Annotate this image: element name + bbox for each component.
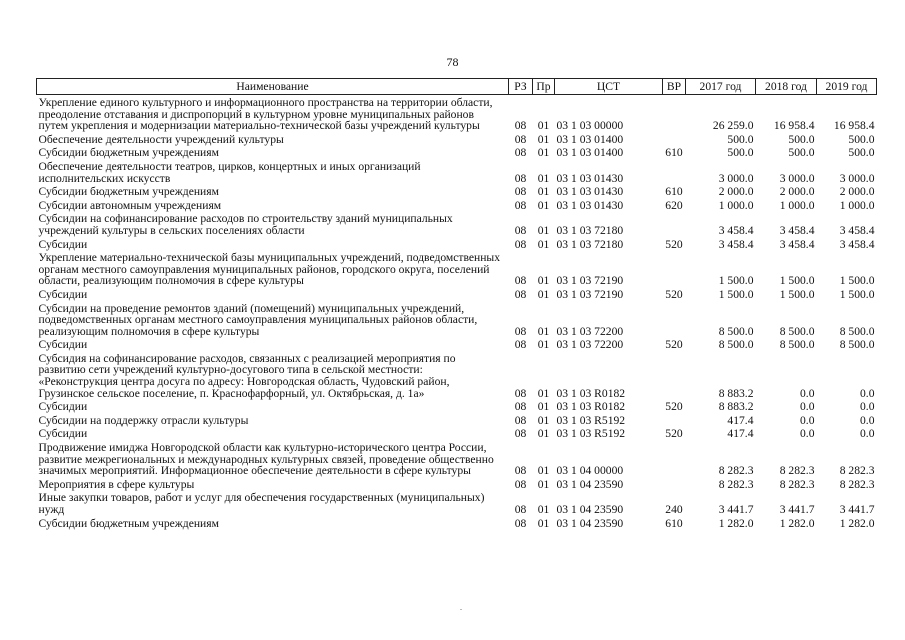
cell-2018: 1 000.0 <box>779 198 815 212</box>
cell-2019: 8 500.0 <box>839 338 875 352</box>
cell-2019: 500.0 <box>848 146 875 160</box>
table-row <box>37 159 877 184</box>
cell-name: Обеспечение деятельности театров, цирков, концертных и иных организаций исполнительских искусств <box>38 159 421 185</box>
cell-rz: 08 <box>514 503 527 516</box>
cell-2018: 0.0 <box>800 400 815 414</box>
cell-2019: 8 500.0 <box>839 324 875 338</box>
cell-cst: 03 1 03 72190 <box>556 287 624 301</box>
cell-pr: 01 <box>537 427 550 441</box>
cell-rz: 08 <box>514 324 527 338</box>
table-row <box>37 477 877 491</box>
header-2019: 2019 год <box>817 79 877 95</box>
cell-rz: 08 <box>514 516 527 530</box>
cell-vr <box>663 211 686 236</box>
cell-vr <box>663 413 686 427</box>
cell-rz: 08 <box>514 464 527 478</box>
cell-name: Обеспечение деятельности учреждений культуры <box>38 132 284 146</box>
cell-pr: 01 <box>537 386 550 400</box>
cell-rz: 08 <box>514 287 527 301</box>
header-vr: ВР <box>663 79 686 95</box>
cell-name: Субсидии на поддержку отрасли культуры <box>38 413 249 427</box>
cell-pr: 01 <box>537 198 550 212</box>
cell-2019: 3 458.4 <box>839 223 875 237</box>
cell-cst: 03 1 03 R5192 <box>556 427 626 441</box>
cell-name: Субсидии <box>38 338 88 352</box>
cell-2017: 3 458.4 <box>718 237 754 251</box>
cell-name: Мероприятия в сфере культуры <box>38 477 195 491</box>
cell-2018: 2 000.0 <box>779 185 815 199</box>
cell-2019: 2 000.0 <box>839 185 875 199</box>
cell-vr: 610 <box>665 146 683 160</box>
cell-rz: 08 <box>514 427 527 441</box>
cell-vr <box>663 250 686 287</box>
cell-vr: 620 <box>665 198 683 212</box>
table-row <box>37 351 877 399</box>
cell-name: Субсидии бюджетным учреждениям <box>38 146 219 160</box>
cell-pr: 01 <box>537 223 550 237</box>
cell-2019: 1 500.0 <box>839 287 875 301</box>
cell-name: Субсидии <box>38 237 88 251</box>
cell-pr: 01 <box>537 146 550 160</box>
cell-2017: 3 441.7 <box>718 503 754 516</box>
cell-2018: 8 282.3 <box>779 477 815 491</box>
table-row <box>37 301 877 338</box>
cell-cst: 03 1 04 23590 <box>556 516 624 530</box>
cell-vr <box>663 301 686 338</box>
cell-2019: 0.0 <box>860 386 875 400</box>
cell-pr: 01 <box>537 464 550 478</box>
cell-2018: 500.0 <box>788 146 815 160</box>
cell-2019: 16 958.4 <box>833 119 875 133</box>
cell-cst: 03 1 03 72200 <box>556 324 624 338</box>
cell-cst: 03 1 04 23590 <box>556 503 624 516</box>
header-pr: Пр <box>533 79 555 95</box>
cell-name: Субсидии <box>38 427 88 441</box>
cell-name: Субсидии <box>38 287 88 301</box>
cell-2019: 1 282.0 <box>839 516 875 530</box>
cell-2017: 2 000.0 <box>718 185 754 199</box>
table-row <box>37 145 877 159</box>
cell-2018: 1 282.0 <box>779 516 815 530</box>
cell-vr <box>663 477 686 491</box>
cell-2018: 3 458.4 <box>779 223 815 237</box>
cell-2017: 1 500.0 <box>718 287 754 301</box>
cell-2017: 500.0 <box>727 146 754 160</box>
cell-rz: 08 <box>514 223 527 237</box>
table-row <box>37 440 877 477</box>
cell-cst: 03 1 03 R0182 <box>556 400 626 414</box>
cell-vr: 520 <box>665 400 683 414</box>
cell-2019: 0.0 <box>860 413 875 427</box>
table-row <box>37 413 877 427</box>
cell-pr: 01 <box>537 171 550 185</box>
table-row <box>37 211 877 236</box>
cell-2017: 8 500.0 <box>718 338 754 352</box>
cell-pr: 01 <box>537 516 550 530</box>
header-2018: 2018 год <box>756 79 817 95</box>
cell-pr: 01 <box>537 274 550 288</box>
cell-pr: 01 <box>537 287 550 301</box>
cell-vr: 240 <box>665 503 683 516</box>
cell-2017: 3 458.4 <box>718 223 754 237</box>
table-row <box>37 426 877 440</box>
table-row <box>37 516 877 530</box>
cell-cst: 03 1 03 R5192 <box>556 413 626 427</box>
cell-2019: 500.0 <box>848 132 875 146</box>
cell-rz: 08 <box>514 119 527 133</box>
table-row <box>37 184 877 198</box>
cell-pr: 01 <box>537 119 550 133</box>
cell-2018: 0.0 <box>800 413 815 427</box>
cell-cst: 03 1 03 72180 <box>556 237 624 251</box>
cell-name: Укрепление единого культурного и информационного пространства на территории области, преодоление отставания и диспропорций в культурном уровне муниципальных районов путем укрепления и модернизации материально-технической базы учреждений культуры <box>38 96 493 133</box>
cell-2018: 0.0 <box>800 427 815 441</box>
cell-rz: 08 <box>514 171 527 185</box>
cell-pr: 01 <box>537 324 550 338</box>
cell-vr <box>663 440 686 477</box>
cell-rz: 08 <box>514 146 527 160</box>
budget-table <box>36 78 877 529</box>
cell-name: Субсидии автономным учреждениям <box>38 198 222 212</box>
cell-2017: 8 883.2 <box>718 386 754 400</box>
cell-pr: 01 <box>537 503 550 516</box>
cell-pr: 01 <box>537 400 550 414</box>
cell-cst: 03 1 03 72200 <box>556 338 624 352</box>
cell-cst: 03 1 03 72190 <box>556 274 624 288</box>
cell-2017: 8 883.2 <box>718 400 754 414</box>
cell-vr <box>663 95 686 132</box>
cell-rz: 08 <box>514 400 527 414</box>
cell-2018: 1 500.0 <box>779 274 815 288</box>
header-name: Наименование <box>37 79 509 95</box>
cell-cst: 03 1 03 R0182 <box>556 386 626 400</box>
cell-2019: 3 441.7 <box>839 503 875 516</box>
cell-name: Субсидии на проведение ремонтов зданий (помещений) муниципальных учреждений, подведомственных органам местного самоуправления муниципальных районов области, реализующим полномочия в сфере культуры <box>38 301 478 338</box>
cell-2018: 8 500.0 <box>779 324 815 338</box>
cell-cst: 03 1 04 23590 <box>556 477 624 491</box>
cell-2019: 3 000.0 <box>839 171 875 185</box>
cell-2019: 8 282.3 <box>839 464 875 478</box>
table-row <box>37 250 877 287</box>
page-number: 78 <box>446 55 459 69</box>
header-rz: РЗ <box>509 79 533 95</box>
cell-2017: 417.4 <box>727 427 754 441</box>
cell-vr: 610 <box>665 516 683 530</box>
cell-vr: 610 <box>665 185 683 199</box>
cell-2017: 1 500.0 <box>718 274 754 288</box>
cell-2018: 8 500.0 <box>779 338 815 352</box>
cell-pr: 01 <box>537 338 550 352</box>
cell-2018: 3 000.0 <box>779 171 815 185</box>
table-row <box>37 337 877 351</box>
cell-vr <box>663 351 686 399</box>
cell-2017: 8 500.0 <box>718 324 754 338</box>
cell-2018: 3 458.4 <box>779 237 815 251</box>
cell-vr: 520 <box>665 237 683 251</box>
cell-2019: 3 458.4 <box>839 237 875 251</box>
cell-rz: 08 <box>514 185 527 199</box>
cell-2018: 3 441.7 <box>779 503 815 516</box>
cell-2017: 1 282.0 <box>718 516 754 530</box>
table-row <box>37 287 877 301</box>
cell-cst: 03 1 03 01430 <box>556 185 624 199</box>
scan-speck <box>460 609 462 610</box>
cell-2018: 16 958.4 <box>773 119 815 133</box>
cell-2018: 1 500.0 <box>779 287 815 301</box>
cell-2017: 500.0 <box>727 132 754 146</box>
cell-pr: 01 <box>537 413 550 427</box>
cell-rz: 08 <box>514 274 527 288</box>
cell-name: Субсидия на софинансирование расходов, связанных с реализацией мероприятия по развитию сети учреждений культурно-досугового типа в сельской местности: «Реконструкция центра досуга по адресу: Новгородская область, Чудовский район, Грузинское сельское поселение, п. Краснофарфорный, ул. Октябрьская, д. 1а» <box>38 351 456 400</box>
table-row <box>37 490 877 515</box>
cell-cst: 03 1 03 72180 <box>556 223 624 237</box>
cell-vr: 520 <box>665 427 683 441</box>
cell-rz: 08 <box>514 413 527 427</box>
cell-cst: 03 1 03 01400 <box>556 132 624 146</box>
cell-rz: 08 <box>514 237 527 251</box>
table-row <box>37 237 877 251</box>
cell-vr: 520 <box>665 338 683 352</box>
cell-rz: 08 <box>514 132 527 146</box>
cell-2017: 417.4 <box>727 413 754 427</box>
table-row <box>37 132 877 146</box>
cell-cst: 03 1 04 00000 <box>556 464 624 478</box>
cell-name: Субсидии бюджетным учреждениям <box>38 185 219 199</box>
cell-2019: 8 282.3 <box>839 477 875 491</box>
cell-2017: 1 000.0 <box>718 198 754 212</box>
cell-name: Иные закупки товаров, работ и услуг для обеспечения государственных (муниципальных) нужд <box>38 491 485 516</box>
cell-2019: 0.0 <box>860 400 875 414</box>
cell-2017: 8 282.3 <box>718 464 754 478</box>
cell-2018: 500.0 <box>788 132 815 146</box>
cell-rz: 08 <box>514 338 527 352</box>
table-row <box>37 95 877 132</box>
cell-vr <box>663 132 686 146</box>
cell-pr: 01 <box>537 477 550 491</box>
cell-name: Укрепление материально-технической базы муниципальных учреждений, подведомственных органам местного самоуправления муниципальных районов, городского округа, поселений области, реализующим полномочия в сфере культуры <box>38 251 501 288</box>
header-2017: 2017 год <box>686 79 756 95</box>
cell-rz: 08 <box>514 477 527 491</box>
table-row <box>37 198 877 212</box>
cell-cst: 03 1 03 01430 <box>556 198 624 212</box>
cell-2017: 26 259.0 <box>712 119 754 133</box>
cell-2019: 1 500.0 <box>839 274 875 288</box>
table-row <box>37 399 877 413</box>
cell-name: Субсидии бюджетным учреждениям <box>38 516 219 530</box>
cell-pr: 01 <box>537 132 550 146</box>
cell-name: Продвижение имиджа Новгородской области как культурно-исторического центра России, развитие межрегиональных и международных культурных связей, проведение общественно значимых мероприятий. Информационное обеспечение деятельности в сфере культуры <box>38 441 494 478</box>
cell-2018: 8 282.3 <box>779 464 815 478</box>
table-header-row <box>37 79 877 95</box>
cell-vr <box>663 159 686 184</box>
cell-rz: 08 <box>514 198 527 212</box>
cell-2019: 1 000.0 <box>839 198 875 212</box>
cell-pr: 01 <box>537 237 550 251</box>
table-body <box>37 95 877 530</box>
cell-name: Субсидии на софинансирование расходов по строительству зданий муниципальных учреждений культуры в сельских поселениях области <box>38 212 453 237</box>
cell-vr: 520 <box>665 287 683 301</box>
cell-pr: 01 <box>537 185 550 199</box>
cell-rz: 08 <box>514 386 527 400</box>
cell-2018: 0.0 <box>800 386 815 400</box>
cell-cst: 03 1 03 00000 <box>556 119 624 133</box>
cell-cst: 03 1 03 01430 <box>556 171 624 185</box>
cell-2019: 0.0 <box>860 427 875 441</box>
cell-2017: 3 000.0 <box>718 171 754 185</box>
header-cst: ЦСТ <box>555 79 663 95</box>
cell-2017: 8 282.3 <box>718 477 754 491</box>
cell-cst: 03 1 03 01400 <box>556 146 624 160</box>
cell-name: Субсидии <box>38 400 88 414</box>
